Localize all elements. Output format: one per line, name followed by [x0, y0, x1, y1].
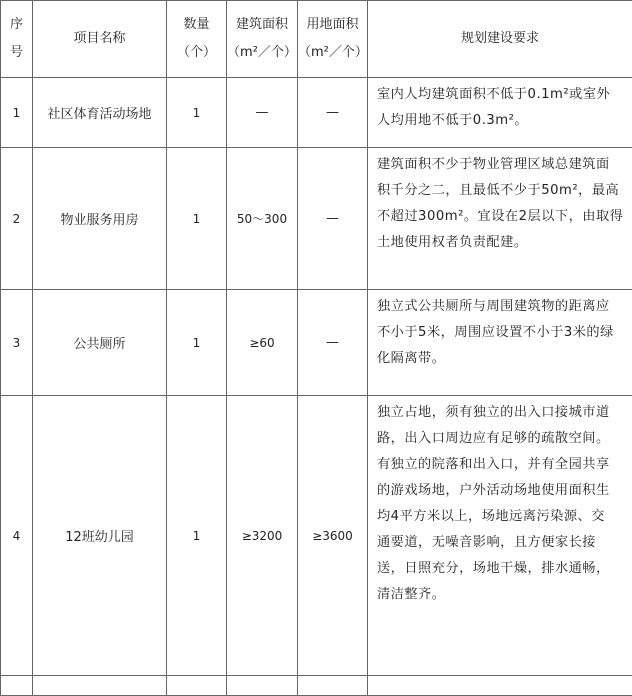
table-header-row	[1, 1, 632, 78]
table-row	[1, 148, 632, 290]
cell-index: 3	[1, 290, 33, 396]
header-build-area: 建筑面积 （m²／个）	[227, 1, 298, 78]
cell-build-area: 50～300	[227, 148, 298, 290]
cell-empty	[368, 676, 632, 696]
cell-land-area: —	[298, 78, 368, 148]
cell-land-area: ≥3600	[298, 396, 368, 676]
table-row-partial	[1, 676, 632, 696]
cell-empty	[1, 676, 33, 696]
cell-count: 1	[167, 148, 227, 290]
cell-name: 社区体育活动场地	[33, 78, 167, 148]
cell-count: 1	[167, 396, 227, 676]
cell-name: 物业服务用房	[33, 148, 167, 290]
cell-empty	[167, 676, 227, 696]
header-land-area: 用地面积 （m²／个）	[298, 1, 368, 78]
cell-requirements: 建筑面积不少于物业管理区域总建筑面 积千分之二，且最低不少于50m²，最高 不超过300m²。宜设在2层以下，由取得 土地使用权者负责配建。	[368, 148, 632, 290]
table-row	[1, 78, 632, 148]
cell-empty	[33, 676, 167, 696]
header-count: 数量 （个）	[167, 1, 227, 78]
cell-build-area: —	[227, 78, 298, 148]
cell-count: 1	[167, 78, 227, 148]
cell-requirements: 独立占地，须有独立的出入口接城市道 路，出入口周边应有足够的疏散空间。 有独立的院落和出入口，并有全园共享 的游戏场地，户外活动场地使用面积生 均4平方米以上，场地远离污染源、交 通要道，无噪音影响，且方便家长接 送，日照充分，场地干燥，排水通畅， 清洁整齐。	[368, 396, 632, 676]
table-row	[1, 290, 632, 396]
cell-empty	[298, 676, 368, 696]
header-name: 项目名称	[33, 1, 167, 78]
cell-count: 1	[167, 290, 227, 396]
cell-requirements: 室内人均建筑面积不低于0.1m²或室外 人均用地不低于0.3m²。	[368, 78, 632, 148]
cell-build-area: ≥60	[227, 290, 298, 396]
cell-requirements: 独立式公共厕所与周围建筑物的距离应 不小于5米，周围应设置不小于3米的绿 化隔离带。	[368, 290, 632, 396]
cell-index: 2	[1, 148, 33, 290]
cell-name: 公共厕所	[33, 290, 167, 396]
table-row	[1, 396, 632, 676]
header-index: 序 号	[1, 1, 33, 78]
cell-build-area: ≥3200	[227, 396, 298, 676]
cell-index: 4	[1, 396, 33, 676]
cell-land-area: —	[298, 290, 368, 396]
header-requirements: 规划建设要求	[368, 1, 632, 78]
cell-index: 1	[1, 78, 33, 148]
cell-name: 12班幼儿园	[33, 396, 167, 676]
cell-empty	[227, 676, 298, 696]
cell-land-area: —	[298, 148, 368, 290]
